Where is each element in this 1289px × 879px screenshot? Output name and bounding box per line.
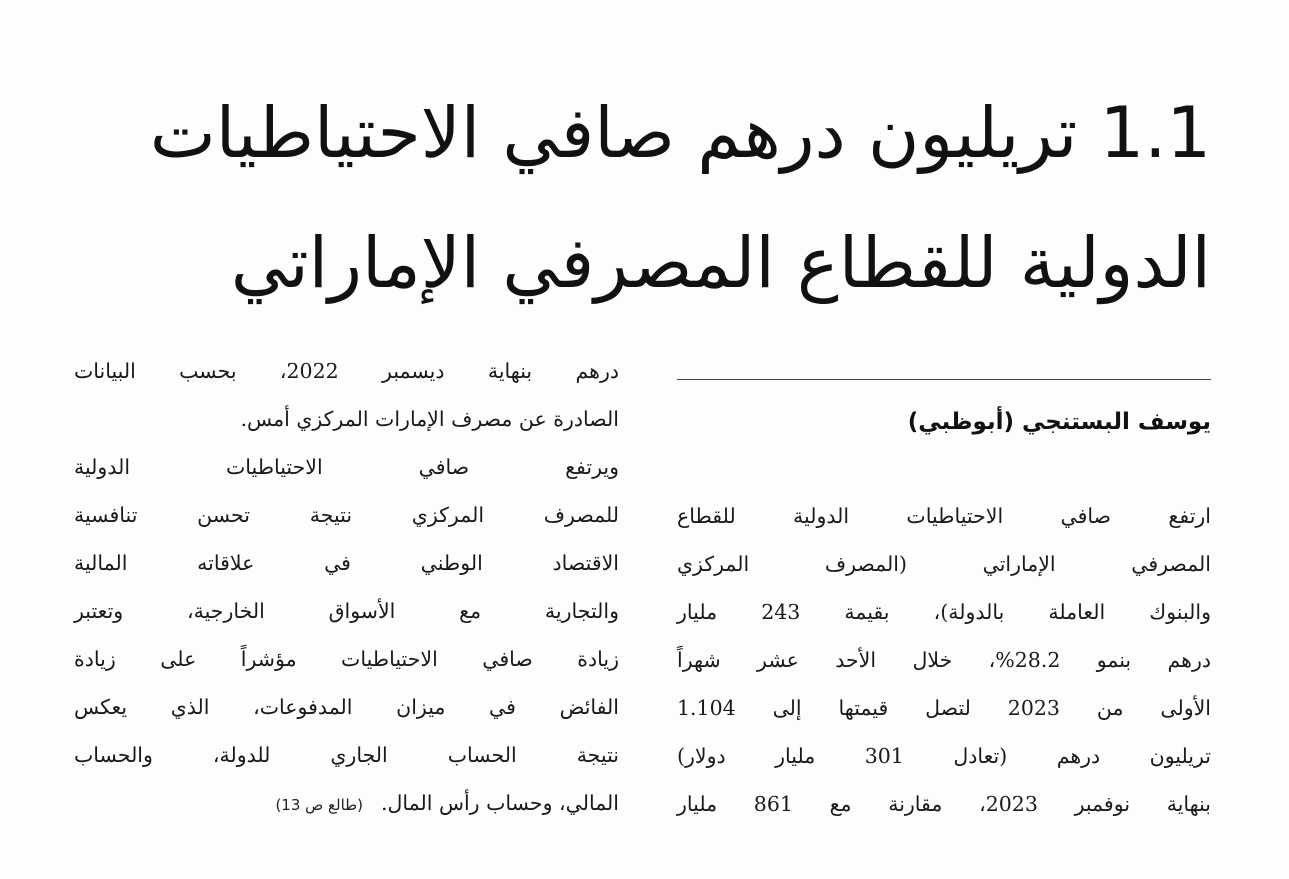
body-line: للمصرف المركزي نتيجة تحسن تنافسية [74,503,619,527]
body-line: الأولى من 2023 لتصل قيمتها إلى 1.104 [677,696,1211,720]
body-line-text: المالي، وحساب رأس المال. [380,791,619,815]
body-line: الفائض في ميزان المدفوعات، الذي يعكس [74,695,619,719]
continuation-note: (طالع ص 13) [275,796,363,814]
headline-line-2: الدولية للقطاع المصرفي الإماراتي [230,222,1211,304]
body-line: والتجارية مع الأسواق الخارجية، وتعتبر [74,599,619,623]
byline-divider [677,379,1211,380]
body-line: زيادة صافي الاحتياطيات مؤشراً على زيادة [74,647,619,671]
body-line: بنهاية نوفمبر 2023، مقارنة مع 861 مليار [677,792,1211,816]
body-line: المصرفي الإماراتي (المصرف المركزي [677,552,1211,576]
body-line: نتيجة الحساب الجاري للدولة، والحساب [74,743,619,767]
body-line: تريليون درهم (تعادل 301 مليار دولار) [677,744,1212,768]
headline-line-1: 1.1 تريليون درهم صافي الاحتياطيات [149,92,1211,174]
body-line-final [74,779,619,827]
body-line: الاقتصاد الوطني في علاقاته المالية [74,551,619,575]
body-line: ارتفع صافي الاحتياطيات الدولية للقطاع [677,504,1211,528]
body-line: ويرتفع صافي الاحتياطيات الدولية [74,455,619,479]
article-column-left [74,347,619,827]
body-line: والبنوك العاملة بالدولة)، بقيمة 243 مليار [677,600,1211,624]
headline [71,68,1211,328]
article-column-right [677,492,1211,828]
byline: يوسف البستنجي (أبوظبي) [907,409,1211,435]
body-line: الصادرة عن مصرف الإمارات المركزي أمس. [240,407,619,431]
body-line: درهم بنهاية ديسمبر 2022، بحسب البيانات [74,359,619,383]
body-line: درهم بنمو 28.2%، خلال الأحد عشر شهراً [677,648,1211,672]
